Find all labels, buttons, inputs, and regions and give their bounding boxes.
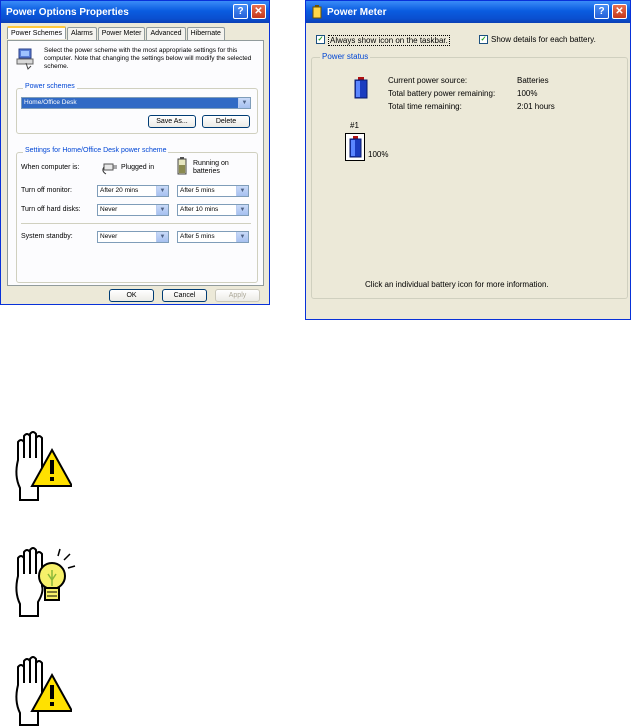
power-schemes-group [16,83,258,134]
show-details-checkbox[interactable]: ✓ [480,36,487,43]
tab-advanced[interactable]: Advanced [146,27,185,40]
tip-lightbulb-icon [12,546,76,618]
chevron-down-icon[interactable]: ▼ [156,186,168,196]
disks-battery-value: After 10 mins [180,206,219,213]
save-as-button[interactable]: Save As... [148,115,196,128]
chevron-down-icon[interactable]: ▼ [156,232,168,242]
turn-off-hard-disks-label: Turn off hard disks: [21,206,81,213]
standby-battery-value: After 5 mins [180,233,215,240]
monitor-plugged-value: After 20 mins [100,187,139,194]
tab-power-meter[interactable]: Power Meter [98,27,146,40]
cancel-button[interactable]: Cancel [162,289,207,302]
close-button[interactable]: ✕ [612,4,627,19]
tab-power-schemes[interactable]: Power Schemes [7,26,66,39]
battery-remaining-label: Total battery power remaining: [388,89,496,98]
battery-number: #1 [350,121,359,130]
power-scheme-icon [16,48,36,70]
close-button[interactable]: ✕ [251,4,266,19]
battery-hint: Click an individual battery icon for more information. [365,280,549,289]
when-computer-label: When computer is: [21,164,80,171]
battery-icon [177,157,187,175]
chevron-down-icon[interactable]: ▼ [156,205,168,215]
monitor-plugged-select[interactable] [97,185,169,197]
disks-battery-select[interactable] [177,204,249,216]
settings-group [16,147,258,283]
chevron-down-icon[interactable]: ▼ [236,186,248,196]
show-details-label[interactable]: Show details for each battery. [491,35,596,44]
power-meter-titlebar[interactable] [306,1,630,23]
caution-hand-icon [12,430,72,502]
battery-1-button[interactable] [345,133,365,161]
turn-off-monitor-label: Turn off monitor: [21,187,72,194]
battery-1-icon [349,136,362,158]
scheme-description: Select the power scheme with the most appropriate settings for this computer. Note that changing the settings below will modify the selected scheme. [44,47,252,70]
settings-legend: Settings for Home/Office Desk power scheme [25,147,167,154]
always-show-label[interactable]: Always show icon on the taskbar. [330,36,448,45]
power-schemes-panel [7,40,264,286]
chevron-down-icon[interactable]: ▼ [236,232,248,242]
help-button[interactable]: ? [233,4,248,19]
standby-plugged-select[interactable] [97,231,169,243]
power-source-label: Current power source: [388,76,468,85]
tab-hibernate[interactable]: Hibernate [187,27,225,40]
system-standby-label: System standby: [21,233,73,240]
power-status-group [311,52,628,299]
time-remaining-label: Total time remaining: [388,102,462,111]
power-options-titlebar[interactable] [1,1,269,23]
help-button[interactable]: ? [594,4,609,19]
tab-bar [7,27,226,40]
power-meter-icon [311,5,323,19]
plugged-in-label: Plugged in [121,164,155,171]
tab-alarms[interactable]: Alarms [67,27,97,40]
disks-plugged-value: Never [100,206,118,213]
battery-remaining-value: 100% [517,89,538,98]
plug-icon [102,159,118,175]
standby-battery-select[interactable] [177,231,249,243]
monitor-battery-select[interactable] [177,185,249,197]
always-show-checkbox[interactable]: ✓ [317,36,324,43]
power-options-window [0,0,270,305]
power-schemes-legend: Power schemes [25,83,75,90]
power-scheme-select[interactable] [21,97,251,109]
delete-button[interactable]: Delete [202,115,250,128]
chevron-down-icon[interactable]: ▼ [238,98,250,108]
time-remaining-value: 2:01 hours [517,102,555,111]
standby-plugged-value: Never [100,233,118,240]
ok-button[interactable]: OK [109,289,154,302]
window-title: Power Meter [327,6,387,18]
power-scheme-value: Home/Office Desk [24,99,77,106]
caution-hand-icon [12,655,72,727]
power-status-legend: Power status [322,52,369,61]
power-meter-window [305,0,631,320]
power-source-value: Batteries [517,76,549,85]
battery-1-percent: 100% [368,150,389,159]
monitor-battery-value: After 5 mins [180,187,215,194]
battery-status-icon [354,77,368,99]
window-title: Power Options Properties [6,6,129,18]
disks-plugged-select[interactable] [97,204,169,216]
running-on-batteries-label: Running on batteries [193,160,229,175]
apply-button[interactable]: Apply [215,289,260,302]
divider [21,223,251,224]
chevron-down-icon[interactable]: ▼ [236,205,248,215]
